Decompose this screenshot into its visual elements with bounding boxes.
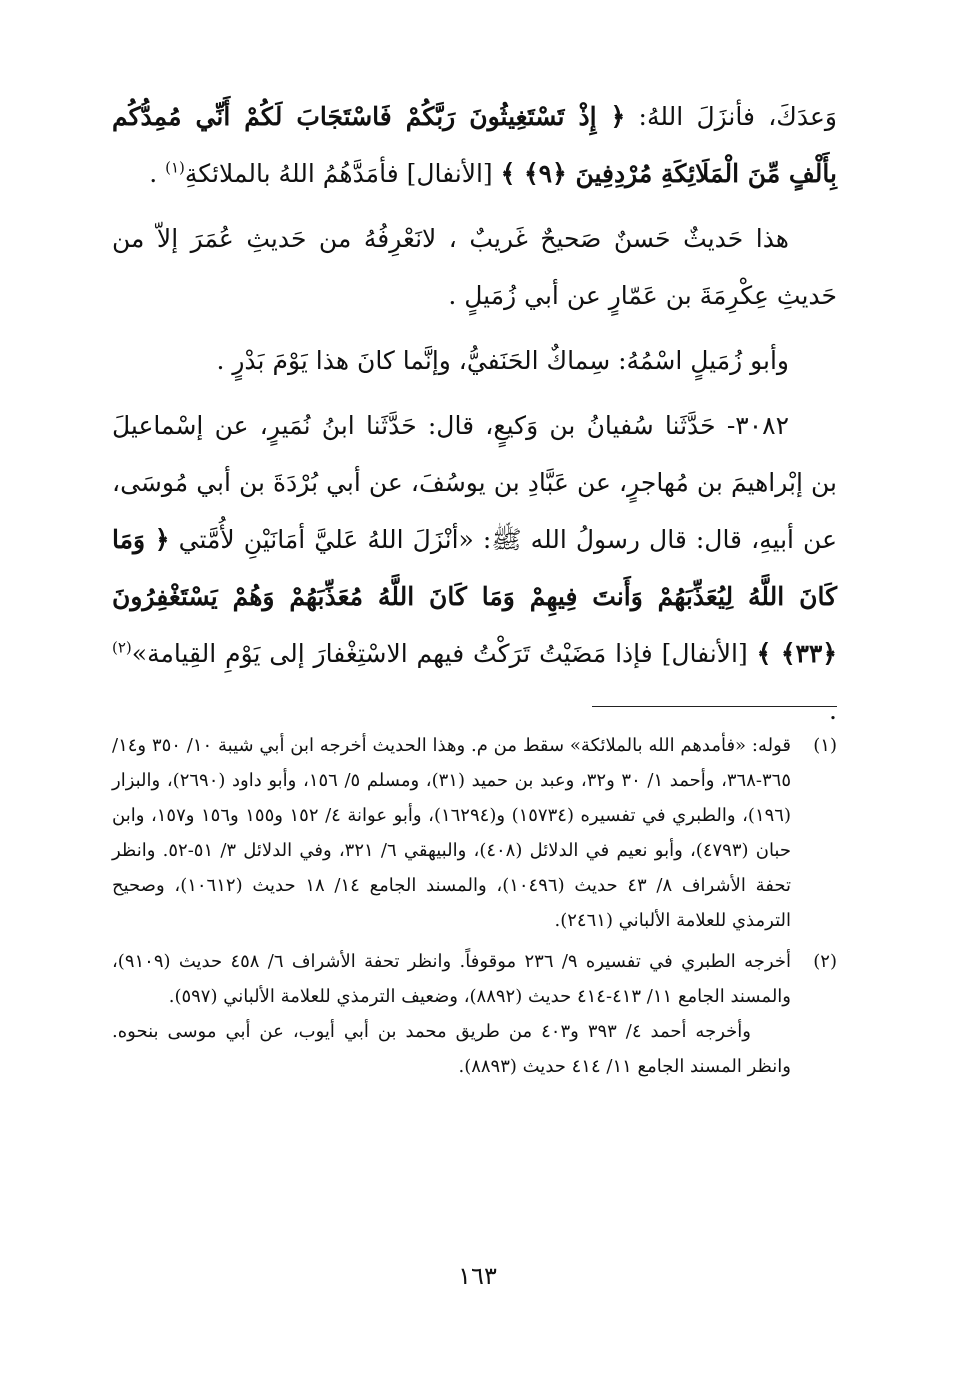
hadith-3082	[112, 397, 837, 739]
footnote-2	[112, 944, 837, 1084]
paragraph-2: هذا حَديثٌ حَسنٌ صَحيحٌ غَريبٌ ، لانَعْرِفُهُ من حَديثِ عُمَرَ إلاّ من حَديثِ عِكْرِمَةَ بن عَمّارٍ عن أبي زُمَيلٍ .	[112, 224, 837, 310]
paragraph-1	[112, 88, 837, 202]
hadith-3082-tail: [الأنفال] فإذا مَضَيْتُ تَرَكْتُ فيهم الاسْتِغْفارَ إلى يَوْمِ القِيامة»	[131, 639, 757, 668]
quran-verse-anfal-9: ﴿ إِذْ تَسْتَغِيثُونَ رَبَّكُمْ فَاسْتَجَابَ لَكُمْ أَنِّي مُمِدُّكُم بِأَلْفٍ مِّنَ الْمَلَائِكَةِ مُرْدِفِينَ ﴿٩﴾ ﴾	[112, 102, 837, 188]
footnote-ref-1[interactable]: (١)	[165, 158, 185, 177]
footnote-1-text: قوله: «فأمدهم الله بالملائكة» سقط من م. وهذا الحديث أخرجه ابن أبي شيبة ١٠/ ٣٥٠ و١٤/ ٣٦٥-٣٦٨، وأحمد ١/ ٣٠ و٣٢، وعبد بن حميد (٣١)، ومسلم ٥/ ١٥٦، وأبو داود (٢٦٩٠)، والبزار (١٩٦)، والطبري في تفسيره (١٥٧٣٤) و(١٦٢٩٤)، وأبو عوانة ٤/ ١٥٢ و١٥٥ و١٥٦ و١٥٧، وابن حبان (٤٧٩٣)، وأبو نعيم في الدلائل (٤٠٨)، والبيهقي ٦/ ٣٢١، وفي الدلائل ٣/ ٥١-٥٢. وانظر تحفة الأشراف ٨/ ٤٣ حديث (١٠٤٩٦)، والمسند الجامع ١٤/ ١٨ حديث (١٠٦١٢)، وصحيح الترمذي للعلامة الألباني (٢٤٦١).	[112, 735, 792, 931]
page-number: ١٦٣	[458, 1262, 497, 1290]
paragraph-3: وأبو زُمَيلٍ اسْمُهُ: سِماكٌ الحَنَفيُّ، وإنَّما كانَ هذا يَوْمَ بَدْرٍ .	[216, 346, 789, 375]
footnotes	[112, 728, 837, 1090]
paragraph-1-lead: وَعدَكَ، فأنزَلَ اللهُ:	[625, 102, 838, 131]
main-text	[112, 88, 837, 747]
footnote-2-text: أخرجه الطبري في تفسيره ٩/ ٢٣٦ موقوفاً. وانظر تحفة الأشراف ٦/ ٤٥٨ حديث (٩١٠٩)، والمسند الجامع ١١/ ٤١٣-٤١٤ حديث (٨٨٩٢)، وضعيف الترمذي للعلامة الألباني (٥٩٧).	[112, 951, 791, 1007]
paragraph-1-tail: [الأنفال] فأمَدَّهُمُ اللهُ بالملائكةِ	[184, 159, 501, 188]
footnote-separator	[592, 706, 837, 707]
footnote-1	[112, 728, 837, 938]
footnote-2-continuation: وأخرجه أحمد ٤/ ٣٩٣ و٤٠٣ من طريق محمد بن أبي أيوب، عن أبي موسى بنحوه. وانظر المسند الجامع ١١/ ٤١٤ حديث (٨٨٩٣).	[112, 1021, 791, 1077]
footnote-2-number: (٢)	[813, 951, 837, 972]
hadith-3082-text: ٣٠٨٢- حَدَّثَنا سُفيانُ بن وَكيعٍ، قال: حَدَّثَنا ابنُ نُمَيرٍ، عن إسْماعيلَ بن إبْراهيمَ بن مُهاجرٍ، عن عَبَّادِ بن يوسُفَ، عن أبي بُرْدَةَ بن أبي مُوسَى، عن أبيهِ، قال: قال رسولُ الله ﷺ: «أنْزَلَ اللهُ عَليَّ أمَانَيْنِ لأُمَّتي	[112, 411, 838, 554]
paragraph-1-end: .	[149, 159, 166, 188]
footnote-1-number: (١)	[813, 735, 837, 756]
hadith-3082-end: .	[829, 696, 837, 725]
footnote-ref-2[interactable]: (٢)	[112, 638, 132, 657]
quran-verse-anfal-33: ﴿ وَمَا كَانَ اللَّهُ لِيُعَذِّبَهُمْ وَأَنتَ فِيهِمْ وَمَا كَانَ اللَّهُ مُعَذِّبَهُمْ وَهُمْ يَسْتَغْفِرُونَ ﴿٣٣﴾ ﴾	[112, 525, 837, 668]
